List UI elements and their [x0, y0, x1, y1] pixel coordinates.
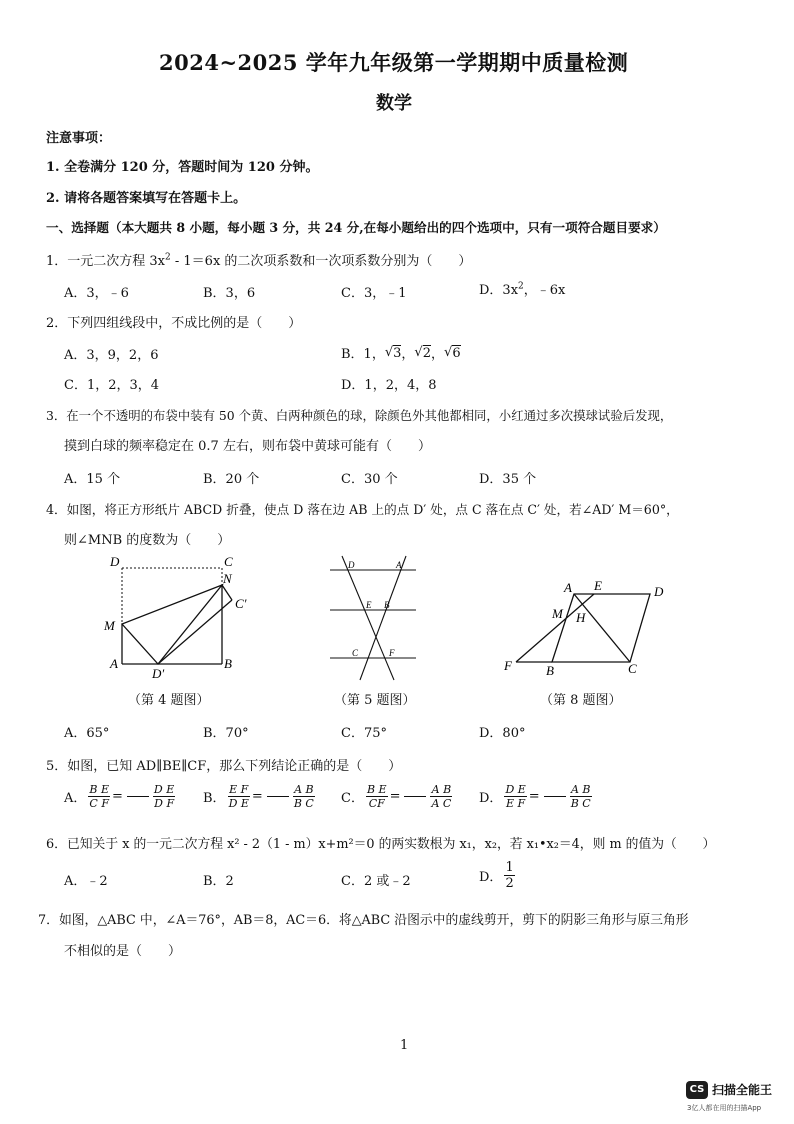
note-item: 2. 请将各题答案填写在答题卡上。: [46, 191, 247, 206]
question-7-line-1: 7．如图，△ABC 中，∠A＝76°，AB＝8，AC＝6．将△ABC 沿图示中的虚线剪开，剪下的阴影三角形与原三角形: [38, 913, 689, 928]
fig8-label: A: [564, 580, 572, 595]
figure-4: [100, 552, 270, 684]
q2-option-d[interactable]: D．1，2，4，8: [341, 378, 437, 393]
exam-subject: 数学: [376, 93, 412, 114]
q4-option-d[interactable]: D．80°: [479, 726, 526, 741]
fig5-label: C: [352, 648, 359, 658]
q6-option-c[interactable]: C．2 或﹣2: [341, 874, 411, 889]
sqrt-icon: √: [414, 345, 423, 360]
sqrt-icon: √: [384, 345, 394, 360]
scanner-logo-icon: CS: [686, 1081, 708, 1099]
question-4-line-2: 则∠MNB 的度数为（ ）: [64, 533, 231, 548]
q4-option-a[interactable]: A．65°: [64, 726, 110, 741]
notes-heading: 注意事项：: [46, 131, 112, 146]
question-7-line-2: 不相似的是（ ）: [64, 944, 182, 959]
question-6-stem: 6．已知关于 x 的一元二次方程 x² - 2（1 - m）x+m²＝0 的两实数根为 x₁，x₂，若 x₁•x₂＝4，则 m 的值为（ ）: [46, 837, 716, 852]
fig8-label: H: [576, 610, 586, 625]
fig8-label: F: [504, 658, 512, 673]
q6-option-d[interactable]: D． $\frac{1}{2}$: [479, 860, 514, 891]
sqrt-icon: √: [444, 345, 453, 360]
exam-title: 2024~2025 学年九年级第一学期期中质量检测: [159, 50, 629, 75]
page-number: 1: [400, 1038, 409, 1053]
section-heading: 一、选择题（本大题共 8 小题，每小题 3 分，共 24 分,在每小题给出的四个选项中，只有一项符合题目要求）: [46, 220, 666, 235]
fig8-label: B: [546, 663, 554, 678]
fig4-label: C′: [235, 596, 247, 611]
q3-option-d[interactable]: D．35 个: [479, 472, 537, 487]
question-5-stem: 5．如图，已知 AD∥BE∥CF，那么下列结论正确的是（ ）: [46, 759, 402, 774]
question-2-stem: 2．下列四组线段中，不成比例的是（ ）: [46, 316, 302, 331]
fig4-label: A: [110, 656, 118, 671]
fig4-label: M: [104, 618, 115, 633]
q1-stem-a: 1．一元二次方程 3x: [46, 254, 166, 269]
fig8-label: E: [594, 578, 602, 593]
q3-option-b[interactable]: B．20 个: [203, 472, 260, 487]
question-3-line-2: 摸到白球的频率稳定在 0.7 左右，则布袋中黄球可能有（ ）: [64, 439, 431, 454]
q5-option-c[interactable]: C． $\frac{\text{B E}}{CF}$ = $\frac{\text{A B}}{\text{A C}}$: [341, 783, 452, 810]
q5-option-a[interactable]: A． $\frac{\text{B E}}{\text{C F}}$ = $\frac{\text{D E}}{\text{D F}}$: [64, 783, 175, 810]
q1-option-d[interactable]: D．$3x^2$，﹣6x: [479, 281, 566, 298]
q5-option-d[interactable]: D． $\frac{\text{D E}}{\text{E F}}$ = $\frac{\text{A B}}{\text{B C}}$: [479, 783, 591, 810]
q1-stem-b: - 1＝6x 的二次项系数和一次项系数分别为（ ）: [170, 254, 472, 269]
fig5-label: B: [384, 600, 390, 610]
scanner-app-name: 扫描全能王: [712, 1083, 773, 1097]
fig4-label: B: [224, 656, 232, 671]
question-3-line-1: 3．在一个不透明的布袋中装有 50 个黄、白两种颜色的球，除颜色外其他都相同，小红通过多次摸球试验后发现，: [46, 408, 673, 423]
note-item: 1. 全卷满分 120 分，答题时间为 120 分钟。: [46, 160, 319, 175]
question-4-line-1: 4．如图，将正方形纸片 ABCD 折叠，使点 D 落在边 AB 上的点 D′ 处，点 C 落在点 C′ 处，若∠AD′ M＝60°，: [46, 502, 679, 517]
figure-8-caption: （第 8 题图）: [540, 693, 622, 708]
q2-option-a[interactable]: A．3，9，2，6: [64, 348, 159, 363]
q1-option-b[interactable]: B．3，6: [203, 286, 256, 301]
figure-5: [326, 552, 426, 684]
fig8-label: M: [552, 606, 563, 621]
q1-option-c[interactable]: C．3，﹣1: [341, 286, 407, 301]
question-1-stem: [46, 250, 471, 269]
figure-8: [498, 576, 678, 678]
figure-5-caption: （第 5 题图）: [334, 693, 416, 708]
fig5-label: A: [396, 560, 402, 570]
fig8-label: D: [654, 584, 664, 599]
fig4-label: C: [224, 554, 233, 569]
q6-option-a[interactable]: A．﹣2: [64, 874, 108, 889]
fig5-label: F: [389, 648, 395, 658]
q1-option-a[interactable]: A．3，﹣6: [64, 286, 129, 301]
fig5-label: E: [366, 600, 372, 610]
fig4-label: N: [223, 571, 232, 586]
q3-option-a[interactable]: A．15 个: [64, 472, 121, 487]
q4-option-b[interactable]: B．70°: [203, 726, 249, 741]
fig4-label: D: [110, 554, 120, 569]
fig5-label: D: [348, 560, 355, 570]
q2-option-c[interactable]: C．1，2，3，4: [64, 378, 160, 393]
q2-option-b[interactable]: B．1， √ 3 ， √ 2 ， √ 6: [341, 345, 461, 362]
q3-option-c[interactable]: C．30 个: [341, 472, 398, 487]
figure-4-caption: （第 4 题图）: [128, 693, 210, 708]
scanner-tagline: 3亿人都在用的扫描App: [687, 1104, 762, 1112]
q5-option-b[interactable]: B． $\frac{\text{E F}}{\text{D E}}$ = $\frac{\text{A B}}{\text{B C}}$: [203, 783, 314, 810]
fig4-label: D′: [152, 666, 165, 681]
fig8-label: C: [628, 661, 637, 676]
q6-option-b[interactable]: B．2: [203, 874, 234, 889]
q4-option-c[interactable]: C．75°: [341, 726, 387, 741]
q1-exponent: 2: [165, 252, 171, 263]
